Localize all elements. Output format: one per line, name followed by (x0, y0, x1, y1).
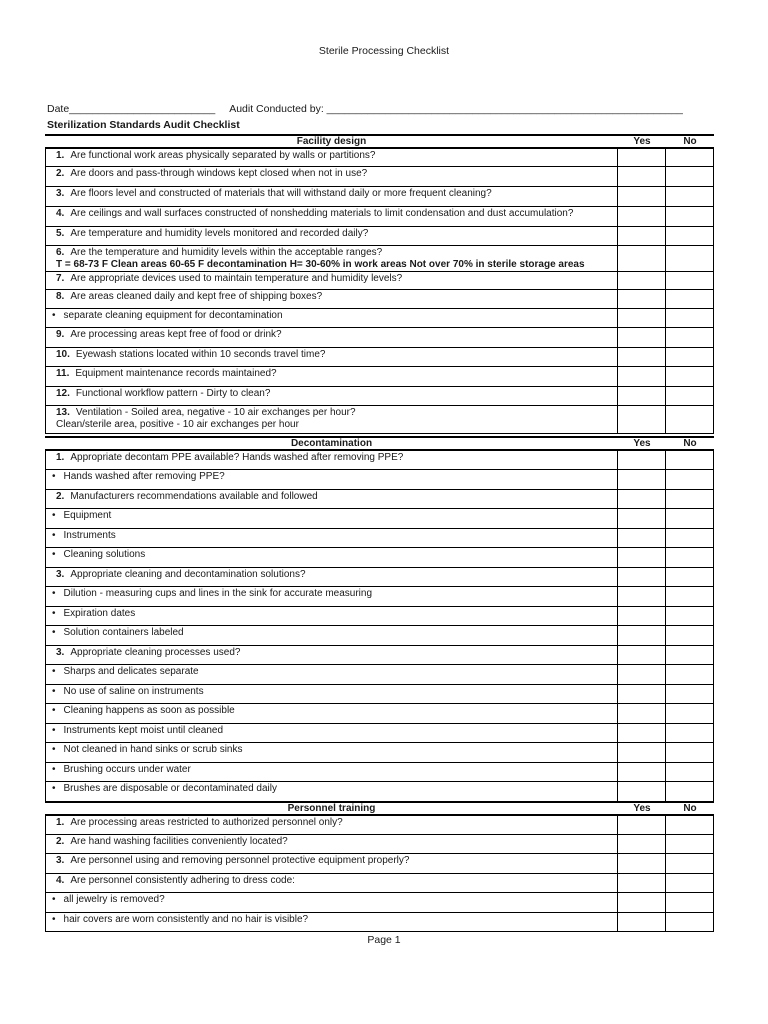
question-cell (45, 646, 618, 664)
question-text-wrap (70, 329, 281, 341)
question-cell (45, 854, 618, 873)
question-text: separate cleaning equipment for decontamination (63, 310, 283, 321)
question-text: Appropriate cleaning and decontamination solutions? (70, 569, 306, 580)
audit-conducted-by-label: Audit Conducted by: _____________________________________________________________ (229, 103, 683, 115)
yes-checkbox-cell[interactable] (618, 835, 666, 853)
yes-checkbox-cell[interactable] (618, 387, 666, 405)
checklist-row (45, 387, 714, 406)
yes-checkbox-cell[interactable] (618, 913, 666, 931)
yes-checkbox-cell[interactable] (618, 626, 666, 645)
bullet-marker: • (52, 666, 56, 677)
section-header (45, 801, 714, 815)
no-checkbox-cell[interactable] (666, 548, 714, 567)
question-text-wrap (64, 764, 191, 776)
checklist-row (45, 187, 714, 207)
question-cell (45, 835, 618, 853)
question-text: Are the temperature and humidity levels within the acceptable ranges? (70, 247, 383, 258)
question-text-wrap (64, 705, 235, 717)
question-text: Are personnel using and removing personnel protective equipment properly? (70, 855, 410, 866)
question-text: Brushing occurs under water (63, 764, 191, 775)
question-text: Appropriate cleaning processes used? (70, 647, 241, 658)
question-cell (45, 167, 618, 186)
checklist-row (45, 272, 714, 290)
no-checkbox-cell[interactable] (666, 724, 714, 742)
bullet-marker: • (52, 914, 56, 925)
checklist-row (45, 913, 714, 932)
question-text: hair covers are worn consistently and no hair is visible? (63, 914, 309, 925)
yes-checkbox-cell[interactable] (618, 816, 666, 834)
personnel-training-section (45, 801, 714, 932)
checklist-row (45, 893, 714, 913)
question-text-wrap (64, 510, 112, 522)
checklist-row (45, 367, 714, 387)
yes-checkbox-cell[interactable] (618, 328, 666, 347)
question-text-wrap (70, 817, 342, 829)
question-cell (45, 509, 618, 528)
question-text-wrap (64, 471, 225, 483)
question-number: 2. (56, 836, 65, 847)
bullet-marker: • (52, 608, 56, 619)
yes-checkbox-cell[interactable] (618, 406, 666, 433)
question-number: 9. (56, 329, 65, 340)
question-text: Are floors level and constructed of materials that will withstand daily or more frequent cleaning? (70, 188, 492, 199)
question-text: Ventilation - Soiled area, negative - 10 air exchanges per hour? (75, 407, 356, 418)
question-text: Appropriate decontam PPE available? Hands washed after removing PPE? (70, 452, 404, 463)
checklist-row (45, 763, 714, 782)
no-checkbox-cell[interactable] (666, 854, 714, 873)
question-text-wrap (70, 855, 409, 867)
checklist-row (45, 470, 714, 490)
checklist-row (45, 529, 714, 548)
question-text-wrap (64, 627, 184, 639)
question-text-wrap (64, 666, 199, 678)
question-cell (45, 490, 618, 508)
question-cell (45, 328, 618, 347)
page-number: Page 1 (367, 934, 401, 946)
yes-column-header: Yes (633, 803, 651, 814)
question-text-wrap (64, 310, 283, 322)
question-text-wrap (70, 208, 573, 220)
question-number: 1. (56, 817, 65, 828)
yes-checkbox-cell[interactable] (618, 854, 666, 873)
question-text-wrap (70, 647, 240, 659)
section-title: Facility design (296, 136, 367, 147)
no-checkbox-cell[interactable] (666, 704, 714, 723)
question-text-wrap (76, 388, 271, 400)
question-number: 6. (56, 247, 65, 258)
no-checkbox-cell[interactable] (666, 835, 714, 853)
no-checkbox-cell[interactable] (666, 309, 714, 327)
question-text: Are processing areas restricted to authorized personnel only? (70, 817, 343, 828)
no-checkbox-cell[interactable] (666, 290, 714, 308)
checklist-row (45, 854, 714, 874)
no-checkbox-cell[interactable] (666, 187, 714, 206)
question-first-line (56, 407, 356, 419)
question-number: 11. (56, 368, 70, 379)
yes-checkbox-cell[interactable] (618, 874, 666, 892)
checklist-row (45, 835, 714, 854)
checklist-row (45, 568, 714, 587)
checklist-row (45, 290, 714, 309)
question-text: Manufacturers recommendations available and followed (70, 491, 318, 502)
no-checkbox-cell[interactable] (666, 149, 714, 166)
question-cell (45, 685, 618, 703)
question-cell (45, 529, 618, 547)
question-cell (45, 348, 618, 366)
checklist-row (45, 874, 714, 893)
question-cell (45, 607, 618, 625)
yes-checkbox-cell[interactable] (618, 529, 666, 547)
checklist-row (45, 587, 714, 607)
no-column-header: No (683, 136, 697, 147)
yes-checkbox-cell[interactable] (618, 272, 666, 289)
section-header (45, 134, 714, 148)
question-cell (45, 227, 618, 245)
yes-checkbox-cell[interactable] (618, 724, 666, 742)
bullet-marker: • (52, 764, 56, 775)
bullet-marker: • (52, 744, 56, 755)
question-cell (45, 451, 618, 469)
question-text: Are appropriate devices used to maintain temperature and humidity levels? (70, 273, 403, 284)
question-text-wrap (70, 875, 295, 887)
no-checkbox-cell[interactable] (666, 607, 714, 625)
question-cell (45, 149, 618, 166)
no-checkbox-cell[interactable] (666, 568, 714, 586)
yes-checkbox-cell[interactable] (618, 490, 666, 508)
checklist-row (45, 227, 714, 246)
no-checkbox-cell[interactable] (666, 348, 714, 366)
question-number: 7. (56, 273, 65, 284)
yes-checkbox-cell[interactable] (618, 367, 666, 386)
yes-checkbox-cell[interactable] (618, 470, 666, 489)
checklist-row (45, 148, 714, 167)
no-checkbox-cell[interactable] (666, 470, 714, 489)
yes-checkbox-cell[interactable] (618, 665, 666, 684)
no-checkbox-cell[interactable] (666, 490, 714, 508)
personnel-rows (45, 815, 714, 932)
no-checkbox-cell[interactable] (666, 406, 714, 433)
question-text: Not cleaned in hand sinks or scrub sinks (63, 744, 243, 755)
question-text: Are personnel consistently adhering to dress code: (70, 875, 295, 886)
question-text: Instruments kept moist until cleaned (63, 725, 224, 736)
question-text-wrap (70, 168, 367, 180)
question-text-wrap (70, 491, 317, 503)
question-cell (45, 272, 618, 289)
yes-column-header: Yes (633, 136, 651, 147)
yes-checkbox-cell[interactable] (618, 246, 666, 271)
bullet-marker: • (52, 471, 56, 482)
question-text: Equipment (63, 510, 112, 521)
question-text-wrap (70, 569, 305, 581)
checklist-row (45, 724, 714, 743)
question-number: 4. (56, 875, 65, 886)
yes-checkbox-cell[interactable] (618, 548, 666, 567)
bullet-marker: • (52, 310, 56, 321)
facility-design-section (45, 134, 714, 434)
question-text: Are functional work areas physically separated by walls or partitions? (70, 150, 376, 161)
question-cell (45, 724, 618, 742)
question-text-wrap (70, 452, 403, 464)
yes-checkbox-cell[interactable] (618, 348, 666, 366)
yes-checkbox-cell[interactable] (618, 187, 666, 206)
question-text-wrap (64, 608, 136, 620)
yes-checkbox-cell[interactable] (618, 646, 666, 664)
question-number: 10. (56, 349, 70, 360)
question-text-wrap (70, 188, 491, 200)
checklist-row (45, 685, 714, 704)
yes-checkbox-cell[interactable] (618, 704, 666, 723)
question-text-wrap (70, 247, 382, 258)
section-title: Personnel training (287, 803, 376, 814)
no-column-header: No (683, 803, 697, 814)
question-text: all jewelry is removed? (63, 894, 165, 905)
question-text: Cleaning happens as soon as possible (63, 705, 235, 716)
no-checkbox-cell[interactable] (666, 328, 714, 347)
question-text-wrap (64, 914, 309, 926)
question-cell (45, 816, 618, 834)
bullet-marker: • (52, 894, 56, 905)
no-checkbox-cell[interactable] (666, 685, 714, 703)
no-checkbox-cell[interactable] (666, 626, 714, 645)
yes-checkbox-cell[interactable] (618, 893, 666, 912)
no-checkbox-cell[interactable] (666, 913, 714, 931)
question-number: 8. (56, 291, 65, 302)
yes-checkbox-cell[interactable] (618, 587, 666, 606)
question-text-wrap (76, 407, 356, 418)
question-text: Are doors and pass-through windows kept closed when not in use? (70, 168, 368, 179)
no-checkbox-cell[interactable] (666, 207, 714, 226)
checklist-row (45, 815, 714, 835)
no-checkbox-cell[interactable] (666, 816, 714, 834)
question-text-wrap (70, 150, 375, 162)
checklist-row (45, 548, 714, 568)
section-title: Decontamination (290, 438, 373, 449)
yes-checkbox-cell[interactable] (618, 167, 666, 186)
question-cell (45, 290, 618, 308)
bullet-marker: • (52, 530, 56, 541)
yes-checkbox-cell[interactable] (618, 607, 666, 625)
no-checkbox-cell[interactable] (666, 529, 714, 547)
question-number: 3. (56, 855, 65, 866)
checklist-row (45, 207, 714, 227)
no-checkbox-cell[interactable] (666, 743, 714, 762)
question-text-wrap (64, 744, 243, 756)
question-text-wrap (70, 273, 402, 285)
question-number: 2. (56, 168, 65, 179)
yes-checkbox-cell[interactable] (618, 149, 666, 166)
yes-checkbox-cell[interactable] (618, 685, 666, 703)
checklist-row (45, 246, 714, 272)
question-cell (45, 782, 618, 801)
question-cell (45, 246, 618, 271)
question-cell (45, 309, 618, 327)
question-text: Are areas cleaned daily and kept free of shipping boxes? (70, 291, 323, 302)
question-text-wrap (76, 349, 326, 361)
checklist-row (45, 450, 714, 470)
question-text-wrap (64, 725, 224, 737)
yes-checkbox-cell[interactable] (618, 451, 666, 469)
bullet-marker: • (52, 549, 56, 560)
yes-checkbox-cell[interactable] (618, 509, 666, 528)
question-text: No use of saline on instruments (63, 686, 204, 697)
question-number: 3. (56, 569, 65, 580)
yes-checkbox-cell[interactable] (618, 763, 666, 781)
no-checkbox-cell[interactable] (666, 246, 714, 271)
no-checkbox-cell[interactable] (666, 893, 714, 912)
question-number: 3. (56, 188, 65, 199)
bullet-marker: • (52, 510, 56, 521)
question-text-wrap (70, 291, 322, 303)
question-cell (45, 626, 618, 645)
decontamination-rows (45, 450, 714, 802)
question-number: 4. (56, 208, 65, 219)
no-checkbox-cell[interactable] (666, 646, 714, 664)
question-cell (45, 893, 618, 912)
bullet-marker: • (52, 725, 56, 736)
checklist-row (45, 309, 714, 328)
question-cell (45, 704, 618, 723)
checklist-row (45, 406, 714, 434)
no-checkbox-cell[interactable] (666, 763, 714, 781)
checklist-row (45, 743, 714, 763)
checklist-row (45, 646, 714, 665)
checklist-subtitle: Sterilization Standards Audit Checklist (47, 119, 240, 131)
question-text-wrap (64, 894, 165, 906)
question-cell (45, 367, 618, 386)
no-checkbox-cell[interactable] (666, 587, 714, 606)
checklist-row (45, 782, 714, 802)
question-text: Hands washed after removing PPE? (63, 471, 225, 482)
question-cell (45, 187, 618, 206)
yes-checkbox-cell[interactable] (618, 568, 666, 586)
checklist-row (45, 490, 714, 509)
facility-rows (45, 148, 714, 434)
question-text: Dilution - measuring cups and lines in the sink for accurate measuring (63, 588, 373, 599)
question-text-wrap (64, 530, 116, 542)
question-text: Instruments (63, 530, 116, 541)
question-text: Are ceilings and wall surfaces constructed of nonshedding materials to limit condensation and dust accumulation? (70, 208, 574, 219)
audit-info-line (47, 103, 683, 115)
question-number: 3. (56, 647, 65, 658)
checklist-row (45, 328, 714, 348)
question-cell (45, 763, 618, 781)
checklist-row (45, 704, 714, 724)
question-text: Expiration dates (63, 608, 136, 619)
no-checkbox-cell[interactable] (666, 387, 714, 405)
checklist-row (45, 665, 714, 685)
yes-column-header: Yes (633, 438, 651, 449)
question-text: Functional workflow pattern - Dirty to clean? (75, 388, 271, 399)
question-text: Are processing areas kept free of food or drink? (70, 329, 282, 340)
bullet-marker: • (52, 705, 56, 716)
question-text: Brushes are disposable or decontaminated daily (63, 783, 277, 794)
no-checkbox-cell[interactable] (666, 167, 714, 186)
question-cell (45, 406, 618, 433)
question-cell (45, 207, 618, 226)
question-cell (45, 587, 618, 606)
question-text-wrap (64, 686, 204, 698)
question-text-wrap (64, 588, 373, 600)
question-text-wrap (70, 836, 287, 848)
acceptable-ranges-note: T = 68-73 F Clean areas 60-65 F decontamination H= 30-60% in work areas Not over 70% in sterile storage areas (56, 259, 585, 270)
question-number: 1. (56, 150, 65, 161)
no-checkbox-cell[interactable] (666, 451, 714, 469)
question-text: Sharps and delicates separate (63, 666, 199, 677)
question-cell (45, 913, 618, 931)
question-number: 5. (56, 228, 65, 239)
question-text: Equipment maintenance records maintained? (75, 368, 277, 379)
question-number: 13. (56, 407, 70, 418)
checklist-row (45, 509, 714, 529)
question-first-line (56, 247, 382, 259)
yes-checkbox-cell[interactable] (618, 782, 666, 801)
question-text-wrap (70, 228, 368, 240)
question-text: Eyewash stations located within 10 seconds travel time? (75, 349, 326, 360)
no-checkbox-cell[interactable] (666, 227, 714, 245)
checklist-row (45, 607, 714, 626)
checklist-row (45, 348, 714, 367)
no-checkbox-cell[interactable] (666, 782, 714, 801)
question-cell (45, 874, 618, 892)
yes-checkbox-cell[interactable] (618, 309, 666, 327)
question-cell (45, 743, 618, 762)
question-number: 2. (56, 491, 65, 502)
bullet-marker: • (52, 627, 56, 638)
checklist-row (45, 167, 714, 187)
bullet-marker: • (52, 783, 56, 794)
question-text: Are hand washing facilities conveniently located? (70, 836, 288, 847)
question-text-wrap (75, 368, 276, 380)
question-number: 12. (56, 388, 70, 399)
question-text: Solution containers labeled (63, 627, 184, 638)
no-checkbox-cell[interactable] (666, 367, 714, 386)
yes-checkbox-cell[interactable] (618, 227, 666, 245)
question-text-wrap (64, 549, 146, 561)
yes-checkbox-cell[interactable] (618, 207, 666, 226)
document-title: Sterile Processing Checklist (318, 45, 450, 57)
no-column-header: No (683, 438, 697, 449)
yes-checkbox-cell[interactable] (618, 290, 666, 308)
no-checkbox-cell[interactable] (666, 509, 714, 528)
bullet-marker: • (52, 588, 56, 599)
no-checkbox-cell[interactable] (666, 874, 714, 892)
question-text: Cleaning solutions (63, 549, 146, 560)
question-cell (45, 568, 618, 586)
no-checkbox-cell[interactable] (666, 665, 714, 684)
checklist-row (45, 626, 714, 646)
question-text: Are temperature and humidity levels monitored and recorded daily? (70, 228, 369, 239)
question-cell (45, 548, 618, 567)
decontamination-section (45, 436, 714, 802)
bullet-marker: • (52, 686, 56, 697)
yes-checkbox-cell[interactable] (618, 743, 666, 762)
question-extra-line: Clean/sterile area, positive - 10 air exchanges per hour (56, 419, 299, 430)
no-checkbox-cell[interactable] (666, 272, 714, 289)
question-number: 1. (56, 452, 65, 463)
question-cell (45, 665, 618, 684)
date-field-label: Date_________________________ (47, 103, 216, 115)
question-cell (45, 470, 618, 489)
question-text-wrap (64, 783, 277, 795)
section-header (45, 436, 714, 450)
question-cell (45, 387, 618, 405)
